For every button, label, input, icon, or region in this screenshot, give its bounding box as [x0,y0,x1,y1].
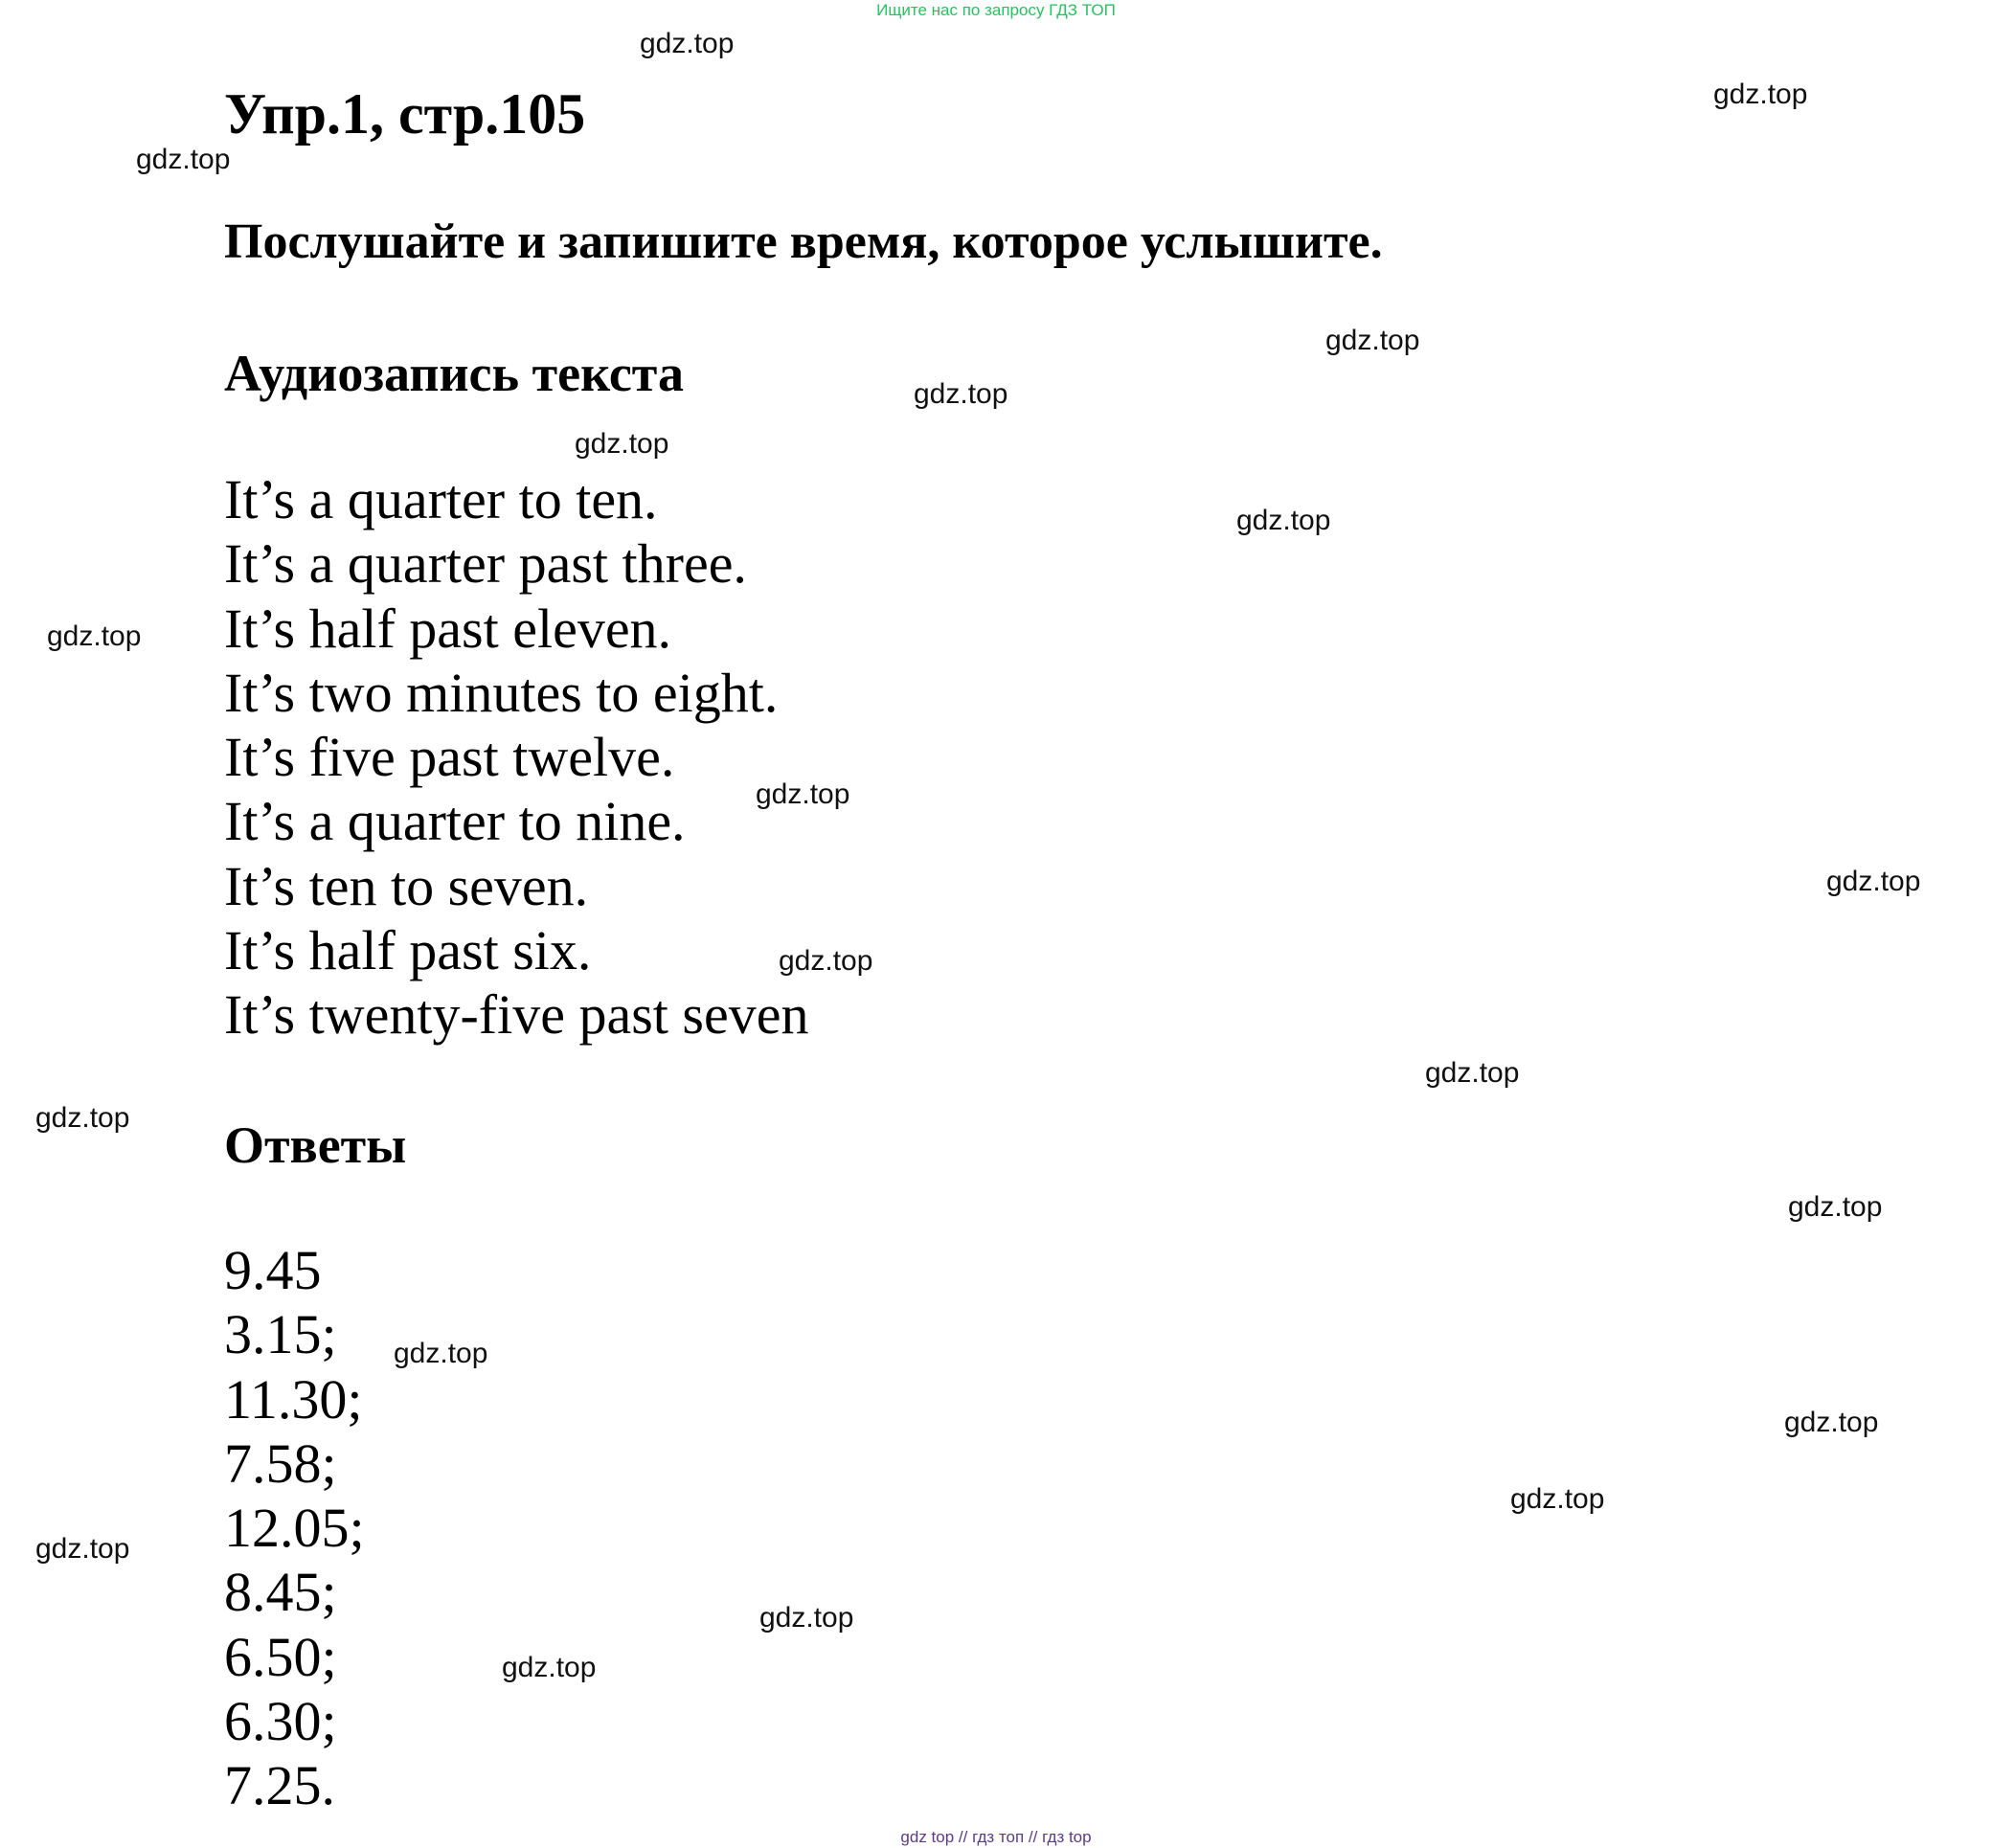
watermark: gdz.top [394,1338,488,1369]
watermark: gdz.top [1325,325,1420,356]
watermark: gdz.top [502,1652,597,1683]
watermark: gdz.top [640,28,735,59]
answer-line: 6.50; [224,1625,337,1688]
answers-list [224,1238,365,1818]
audio-line: It’s twenty-five past seven [224,983,809,1047]
watermark: gdz.top [759,1602,854,1634]
audio-line: It’s five past twelve. [224,726,675,789]
answers-heading: Ответы [224,1116,407,1174]
audio-line: It’s ten to seven. [224,854,589,917]
audio-transcript-heading: Аудиозапись текста [224,345,684,402]
watermark: gdz.top [1784,1407,1879,1438]
answer-line: 12.05; [224,1497,365,1560]
watermark: gdz.top [575,428,669,460]
watermark: gdz.top [47,620,142,652]
footer-links: gdz top // гдз топ // гдз top [900,1828,1092,1846]
watermark: gdz.top [35,1102,130,1134]
watermark: gdz.top [1425,1057,1520,1089]
audio-transcript-list [224,467,808,1048]
audio-line: It’s half past eleven. [224,597,672,660]
answer-line: 8.45; [224,1561,337,1624]
audio-line: It’s a quarter to ten. [224,468,658,530]
watermark: gdz.top [1236,505,1331,536]
page-title: Упр.1, стр.105 [224,82,586,146]
answer-line: 7.58; [224,1431,337,1495]
watermark: gdz.top [35,1533,130,1565]
audio-line: It’s half past six. [224,919,592,982]
answer-line: 9.45 [224,1239,322,1301]
task-instruction: Послушайте и запишите время, которое услышите. [224,214,1383,269]
audio-line: It’s two minutes to eight. [224,661,779,724]
watermark: gdz.top [914,378,1008,410]
watermark: gdz.top [779,945,873,977]
top-banner: Ищите нас по запросу ГДЗ ТОП [876,1,1116,19]
watermark: gdz.top [1510,1483,1605,1515]
watermark: gdz.top [136,144,231,175]
answer-line: 11.30; [224,1367,363,1431]
watermark: gdz.top [756,778,850,810]
answer-line: 3.15; [224,1303,337,1366]
watermark: gdz.top [1788,1191,1883,1223]
audio-line: It’s a quarter past three. [224,532,747,596]
answer-line: 6.30; [224,1690,337,1753]
answer-line: 7.25. [224,1754,335,1817]
watermark: gdz.top [1713,79,1808,110]
audio-line: It’s a quarter to nine. [224,790,686,853]
watermark: gdz.top [1826,866,1921,897]
